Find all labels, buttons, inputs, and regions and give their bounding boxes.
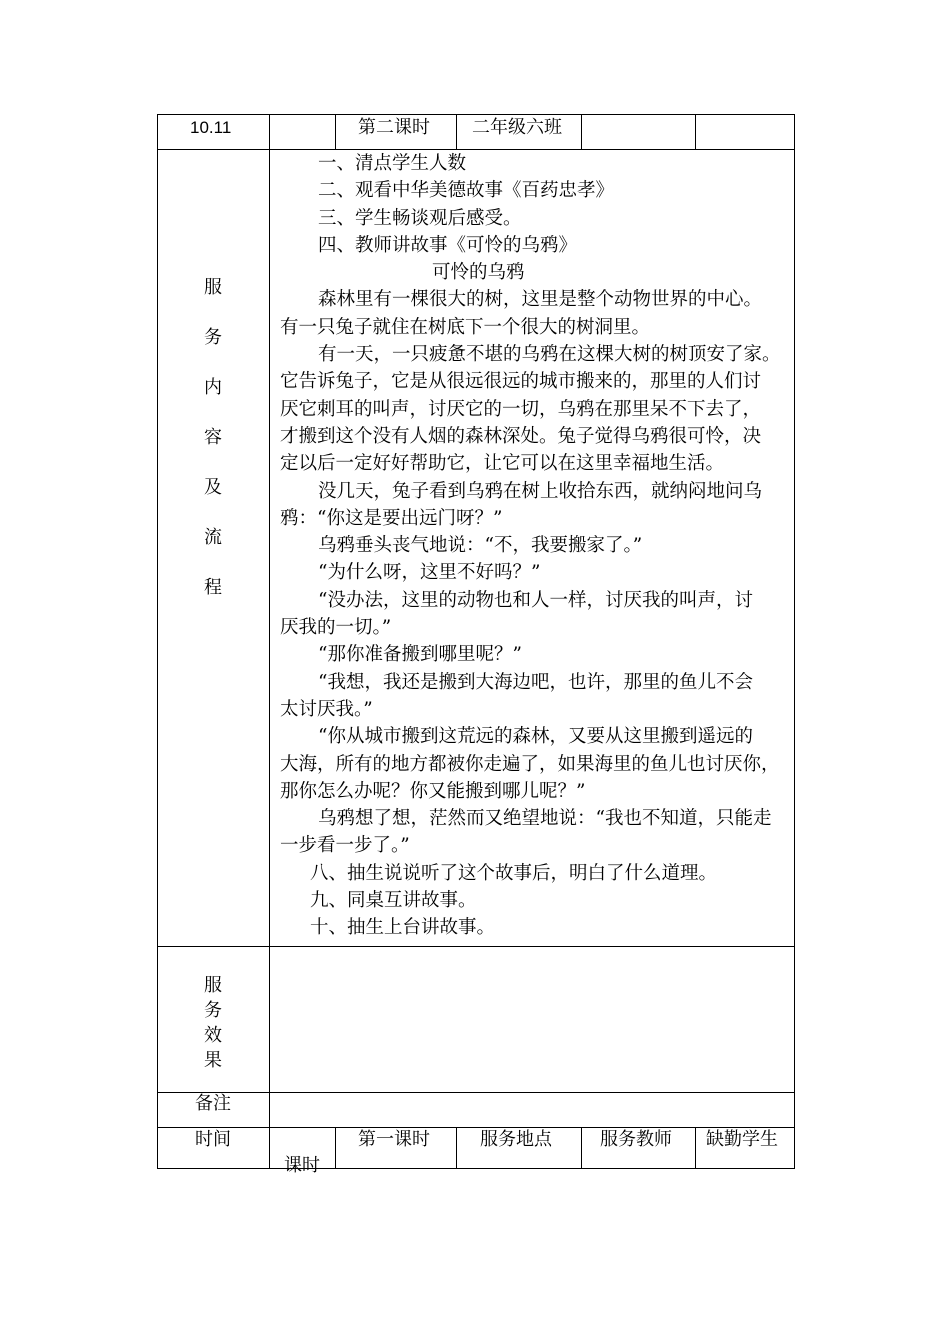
label-char: 流: [204, 527, 222, 548]
content-line: “我想，我还是搬到大海边吧，也许，那里的鱼儿不会: [318, 671, 753, 693]
content-line: 有一天，一只疲惫不堪的乌鸦在这棵大树的树顶安了家。: [318, 344, 781, 366]
label-char: 内: [204, 377, 222, 398]
label-char: 服: [204, 277, 222, 298]
content-line: 八、抽生说说听了这个故事后，明白了什么道理。: [310, 862, 718, 884]
content-line: 乌鸦垂头丧气地说：“不，我要搬家了。”: [318, 535, 643, 557]
class-cell: 二年级六班: [472, 117, 562, 138]
story-title: 可怜的乌鸦: [432, 262, 525, 284]
content-line: 才搬到这个没有人烟的森林深处。兔子觉得乌鸦很可怜，决: [280, 425, 762, 447]
label-char: 务: [204, 1000, 222, 1021]
footer-col-divider-4: [581, 1127, 582, 1169]
label-char: 效: [204, 1025, 222, 1046]
label-char: 容: [204, 427, 222, 448]
content-line: “为什么呀，这里不好吗？”: [318, 562, 541, 584]
table-border-right: [794, 114, 795, 1169]
content-line: 厌我的一切。”: [280, 617, 392, 639]
row-divider-4: [157, 1127, 795, 1128]
content-line: 三、学生畅谈观后感受。: [318, 207, 522, 229]
first-period-header: 第一课时: [358, 1129, 430, 1150]
service-content-label: [157, 273, 269, 623]
footer-col-divider-2: [335, 1127, 336, 1169]
content-line: 一步看一步了。”: [280, 835, 410, 857]
content-line: 那你怎么办呢？你又能搬到哪儿呢？”: [280, 780, 586, 802]
service-content-body: [280, 150, 790, 942]
row-divider-3: [157, 1092, 795, 1093]
table-border-top: [157, 114, 795, 115]
content-line: 九、同桌互讲故事。: [310, 890, 477, 912]
content-line: “那你准备搬到哪里呢？”: [318, 644, 522, 666]
teacher-header: 服务教师: [600, 1129, 672, 1150]
content-line: 乌鸦想了想，茫然而又绝望地说：“我也不知道，只能走: [318, 808, 772, 830]
row-divider-2: [157, 946, 795, 947]
content-line: 厌它刺耳的叫声，讨厌它的一切，乌鸦在那里呆不下去了，: [280, 398, 762, 420]
label-col-divider: [269, 114, 270, 1169]
remarks-label: 备注: [195, 1093, 231, 1114]
label-char: 服: [204, 975, 222, 996]
content-line: 二、观看中华美德故事《百药忠孝》: [318, 180, 615, 202]
footer-col-divider-3: [456, 1127, 457, 1169]
period-label: 课时: [284, 1155, 320, 1176]
label-char: 务: [204, 327, 222, 348]
content-line: 有一只兔子就住在树底下一个很大的树洞里。: [280, 316, 651, 338]
content-line: 十、抽生上台讲故事。: [310, 917, 496, 939]
header-col-divider-5: [695, 114, 696, 150]
content-line: 太讨厌我。”: [280, 698, 373, 720]
content-line: 大海，所有的地方都被你走遍了，如果海里的鱼儿也讨厌你，: [280, 753, 780, 775]
content-line: 森林里有一棵很大的树，这里是整个动物世界的中心。: [318, 289, 763, 311]
service-effect-label: [157, 971, 269, 1071]
content-line: “没办法，这里的动物也和人一样，讨厌我的叫声，讨: [318, 589, 753, 611]
table-border-bottom: [157, 1168, 795, 1169]
time-header: 时间: [195, 1129, 231, 1150]
label-char: 程: [204, 577, 222, 598]
content-line: 它告诉兔子，它是从很远很远的城市搬来的，那里的人们讨: [280, 371, 762, 393]
header-col-divider-2: [335, 114, 336, 150]
location-header: 服务地点: [480, 1129, 552, 1150]
label-char: 果: [204, 1050, 222, 1071]
content-line: 没几天，兔子看到乌鸦在树上收拾东西，就纳闷地问乌: [318, 480, 763, 502]
content-line: 定以后一定好好帮助它，让它可以在这里幸福地生活。: [280, 453, 725, 475]
date-cell: 10.11: [190, 118, 232, 137]
label-char: 及: [204, 477, 222, 498]
footer-col-divider-5: [695, 1127, 696, 1169]
content-line: 四、教师讲故事《可怜的乌鸦》: [318, 234, 578, 256]
header-col-divider-3: [456, 114, 457, 150]
absent-students-header: 缺勤学生: [706, 1129, 778, 1150]
header-col-divider-4: [581, 114, 582, 150]
period-cell: 第二课时: [358, 117, 430, 138]
content-line: “你从城市搬到这荒远的森林，又要从这里搬到遥远的: [318, 726, 753, 748]
content-line: 一、清点学生人数: [318, 153, 467, 174]
content-line: 鸦：“你这是要出远门呀？”: [280, 507, 503, 529]
